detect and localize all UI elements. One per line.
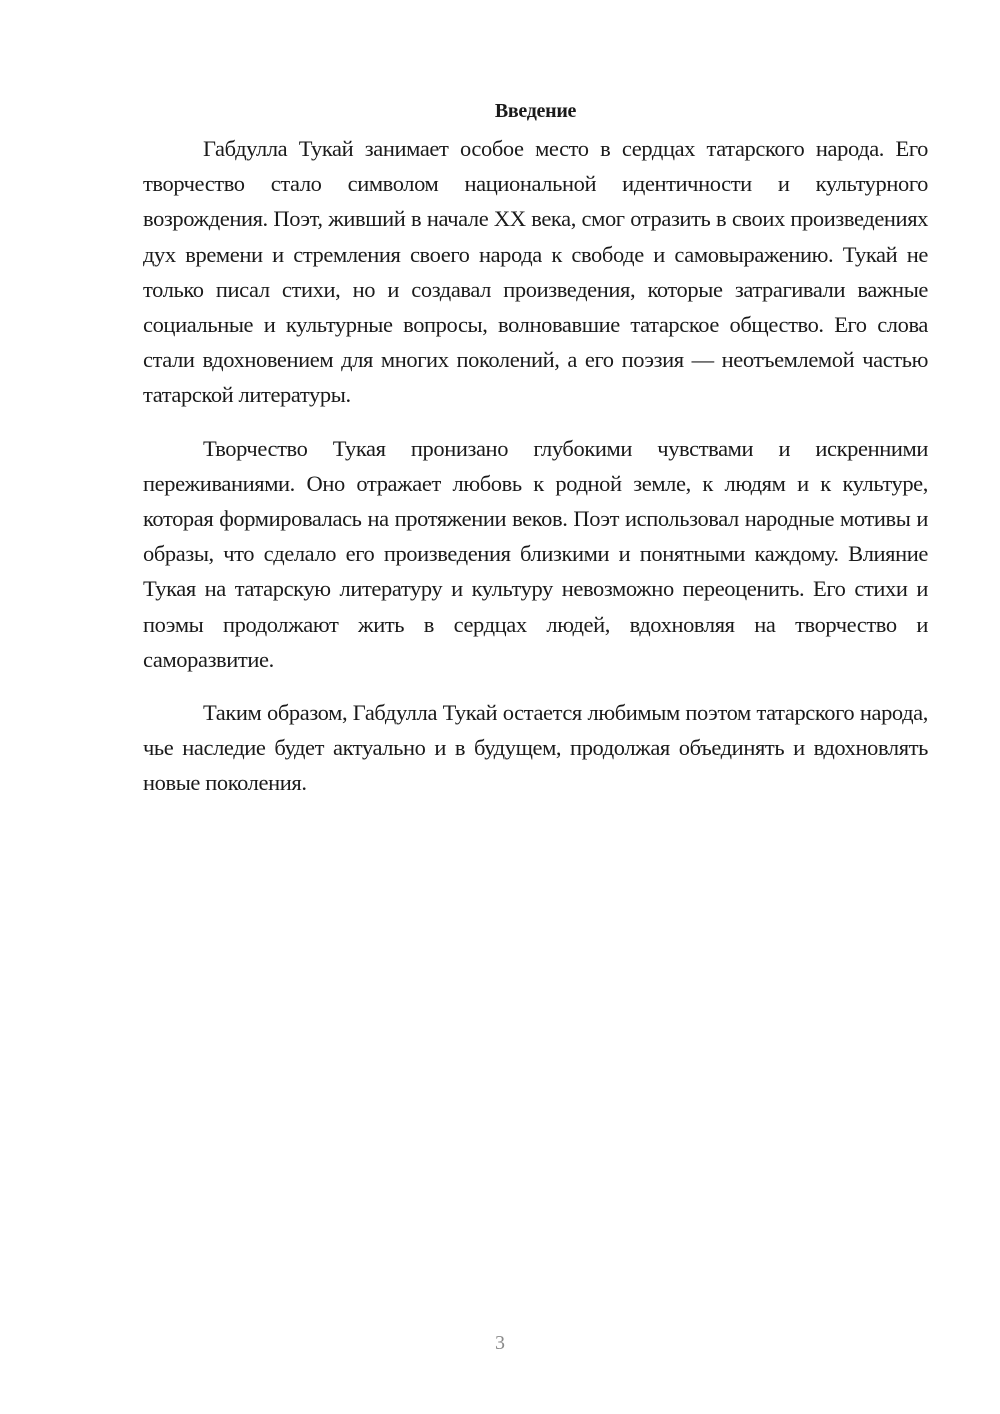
paragraph-3: Таким образом, Габдулла Тукай остается любимым поэтом татарского народа, чье наследие будет актуально и в будущем, продолжая объединять и вдохновлять новые поколения. bbox=[143, 700, 928, 796]
paragraph-2: Творчество Тукая пронизано глубокими чувствами и искренними переживаниями. Оно отражает любовь к родной земле, к людям и к культуре, которая формировалась на протяжении веков. Поэт использовал народные мотивы и образы, что сделало его произведения близкими и понятными каждому. Влияние Тукая на татарскую литературу и культуру невозможно переоценить. Его стихи и поэмы продолжают жить в сердцах людей, вдохновляя на творчество и саморазвитие. bbox=[143, 435, 928, 672]
paragraph-1: Габдулла Тукай занимает особое место в сердцах татарского народа. Его творчество стало символом национальной идентичности и культурного возрождения. Поэт, живший в начале XX века, смог отразить в своих произведениях дух времени и стремления своего народа к свободе и самовыражению. Тукай не только писал стихи, но и создавал произведения, которые затрагивали важные социальные и культурные вопросы, волновавшие татарское общество. Его слова стали вдохновением для многих поколений, а его поэзия — неотъемлемой частью татарской литературы. bbox=[143, 136, 928, 408]
document-page bbox=[143, 95, 928, 819]
section-title: Введение bbox=[494, 100, 577, 122]
page-number: 3 bbox=[495, 1332, 505, 1354]
